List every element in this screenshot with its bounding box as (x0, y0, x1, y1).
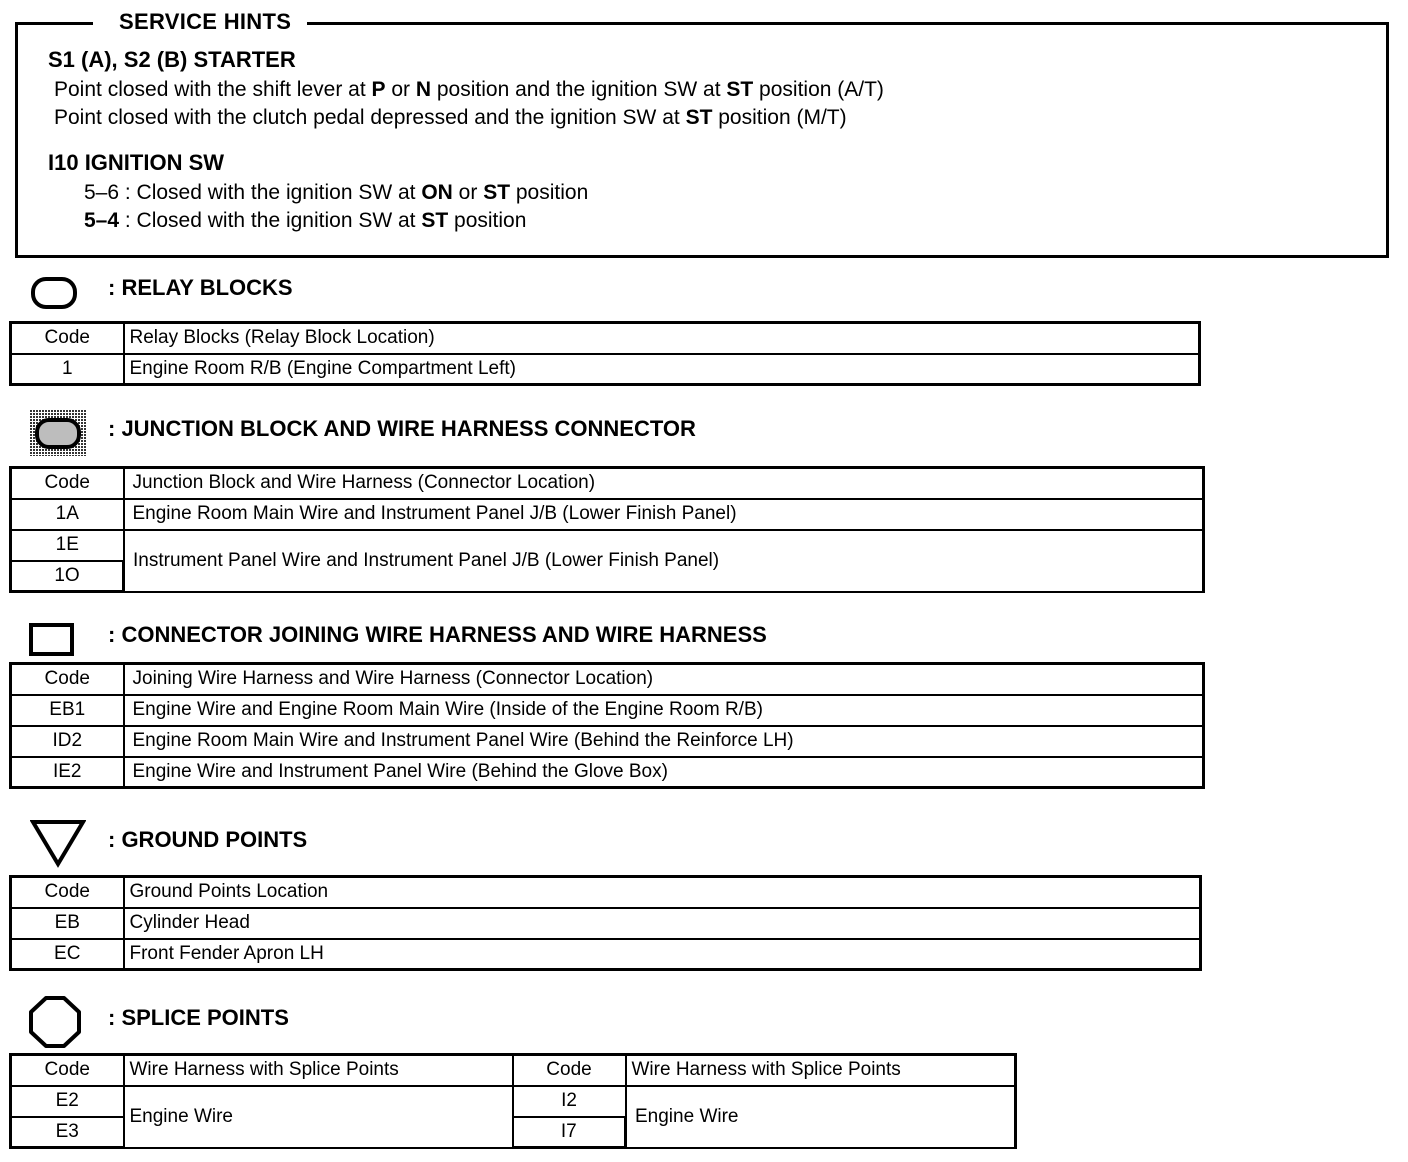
relay-blocks-title: : RELAY BLOCKS (108, 275, 293, 300)
table-cell: Instrument Panel Wire and Instrument Panel J/B (Lower Finish Panel) (124, 530, 1204, 592)
table-cell: IE2 (11, 757, 124, 788)
table-header-cell: Ground Points Location (124, 877, 1201, 908)
ignition-heading: I10 IGNITION SW (48, 150, 225, 175)
table-cell: Engine Wire and Instrument Panel Wire (Behind the Glove Box) (124, 757, 1204, 788)
table-header-row (11, 1055, 1016, 1086)
table-cell: 1A (11, 499, 124, 530)
table-cell: Engine Wire and Engine Room Main Wire (Inside of the Engine Room R/B) (124, 695, 1204, 726)
table-header-row (11, 877, 1201, 908)
table-cell: 1 (11, 354, 124, 385)
table-cell: EC (11, 939, 124, 970)
table-row (11, 530, 1204, 561)
ignition-line-1: 5–6 : Closed with the ignition SW at ON or ST position (84, 181, 589, 204)
table-header-cell: Junction Block and Wire Harness (Connector Location) (124, 468, 1204, 499)
junction-blocks-table (9, 466, 1205, 593)
table-header-cell: Wire Harness with Splice Points (626, 1055, 1016, 1086)
table-cell: I2 (513, 1086, 626, 1117)
service-hints-title: SERVICE HINTS (93, 9, 307, 35)
table-header-cell: Joining Wire Harness and Wire Harness (Connector Location) (124, 664, 1204, 695)
table-cell: ID2 (11, 726, 124, 757)
table-row (11, 695, 1204, 726)
table-header-row (11, 664, 1204, 695)
ground-point-icon (30, 818, 86, 868)
starter-line-2: Point closed with the clutch pedal depressed and the ignition SW at ST position (M/T) (54, 106, 847, 129)
table-header-row (11, 468, 1204, 499)
table-row (11, 726, 1204, 757)
ground-points-title: : GROUND POINTS (108, 827, 308, 852)
table-cell: EB (11, 908, 124, 939)
table-cell: Engine Room Main Wire and Instrument Panel Wire (Behind the Reinforce LH) (124, 726, 1204, 757)
table-cell: Front Fender Apron LH (124, 939, 1201, 970)
table-cell: Engine Wire (124, 1086, 513, 1148)
table-header-cell: Code (11, 323, 124, 354)
relay-blocks-table (9, 321, 1201, 386)
table-row (11, 354, 1200, 385)
starter-heading: S1 (A), S2 (B) STARTER (48, 47, 296, 72)
connectors-table (9, 662, 1205, 789)
ignition-line-2: 5–4 : Closed with the ignition SW at ST position (84, 209, 527, 232)
table-cell: Engine Wire (626, 1086, 1016, 1148)
connectors-title: : CONNECTOR JOINING WIRE HARNESS AND WIRE HARNESS (108, 622, 767, 647)
table-cell: Engine Room Main Wire and Instrument Panel J/B (Lower Finish Panel) (124, 499, 1204, 530)
table-cell: E2 (11, 1086, 124, 1117)
table-cell: Cylinder Head (124, 908, 1201, 939)
relay-block-icon (30, 276, 78, 310)
table-cell: 1O (11, 561, 124, 592)
table-header-cell: Code (513, 1055, 626, 1086)
table-header-cell: Code (11, 877, 124, 908)
starter-line-1: Point closed with the shift lever at P or N position and the ignition SW at ST position (A/T) (54, 78, 884, 101)
table-header-cell: Code (11, 664, 124, 695)
table-header-cell: Wire Harness with Splice Points (124, 1055, 513, 1086)
connector-icon (29, 623, 75, 657)
table-row (11, 1086, 1016, 1117)
ground-points-table (9, 875, 1202, 971)
table-row (11, 499, 1204, 530)
splice-point-icon (27, 995, 83, 1049)
table-header-cell: Code (11, 468, 124, 499)
table-cell: 1E (11, 530, 124, 561)
junction-block-icon (30, 410, 86, 456)
junction-blocks-title: : JUNCTION BLOCK AND WIRE HARNESS CONNECTOR (108, 416, 696, 441)
service-hints-box (15, 9, 1389, 258)
table-cell: E3 (11, 1117, 124, 1148)
table-row (11, 757, 1204, 788)
table-cell: Engine Room R/B (Engine Compartment Left) (124, 354, 1200, 385)
table-header-cell: Relay Blocks (Relay Block Location) (124, 323, 1200, 354)
splice-points-table (9, 1053, 1017, 1149)
splice-points-title: : SPLICE POINTS (108, 1005, 289, 1030)
table-row (11, 908, 1201, 939)
table-cell: EB1 (11, 695, 124, 726)
table-cell: I7 (513, 1117, 626, 1148)
table-row (11, 939, 1201, 970)
table-header-row (11, 323, 1200, 354)
table-header-cell: Code (11, 1055, 124, 1086)
